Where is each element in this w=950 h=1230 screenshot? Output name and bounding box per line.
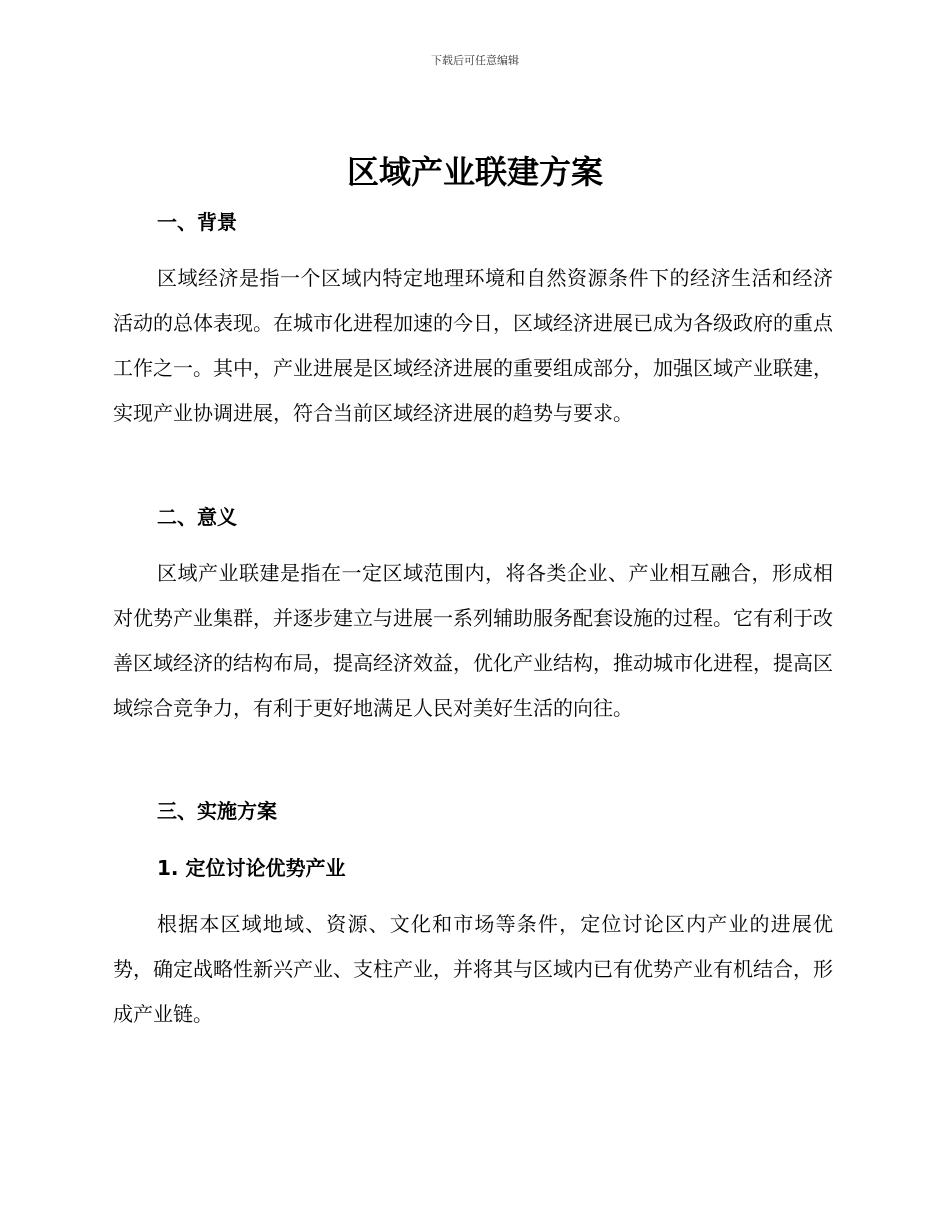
subsection-paragraph-advantage-industry: 根据本区域地域、资源、文化和市场等条件，定位讨论区内产业的进展优势，确定战略性新兴产业、支柱产业，并将其与区域内已有优势产业有机结合，形成产业链。 [113,912,833,1026]
section-heading-background: 一、背景 [157,210,237,234]
section-paragraph-significance: 区域产业联建是指在一定区域范围内，将各类企业、产业相互融合，形成相对优势产业集群，并逐步建立与进展一系列辅助服务配套设施的过程。它有利于改善区域经济的结构布局，提高经济效益，优化产业结构，推动城市化进程，提高区域综合竞争力，有利于更好地满足人民对美好生活的向往。 [113,561,833,720]
section-paragraph-background: 区域经济是指一个区域内特定地理环境和自然资源条件下的经济生活和经济活动的总体表现。在城市化进程加速的今日，区域经济进展已成为各级政府的重点工作之一。其中，产业进展是区域经济进展的重要组成部分，加强区域产业联建，实现产业协调进展，符合当前区域经济进展的趋势与要求。 [113,266,833,425]
document-title: 区域产业联建方案 [346,153,603,191]
header-note: 下载后可任意编辑 [431,54,519,67]
subsection-heading-advantage-industry: 1. 定位讨论优势产业 [157,856,346,880]
section-heading-significance: 二、意义 [157,505,237,529]
section-heading-implementation: 三、实施方案 [157,799,277,823]
